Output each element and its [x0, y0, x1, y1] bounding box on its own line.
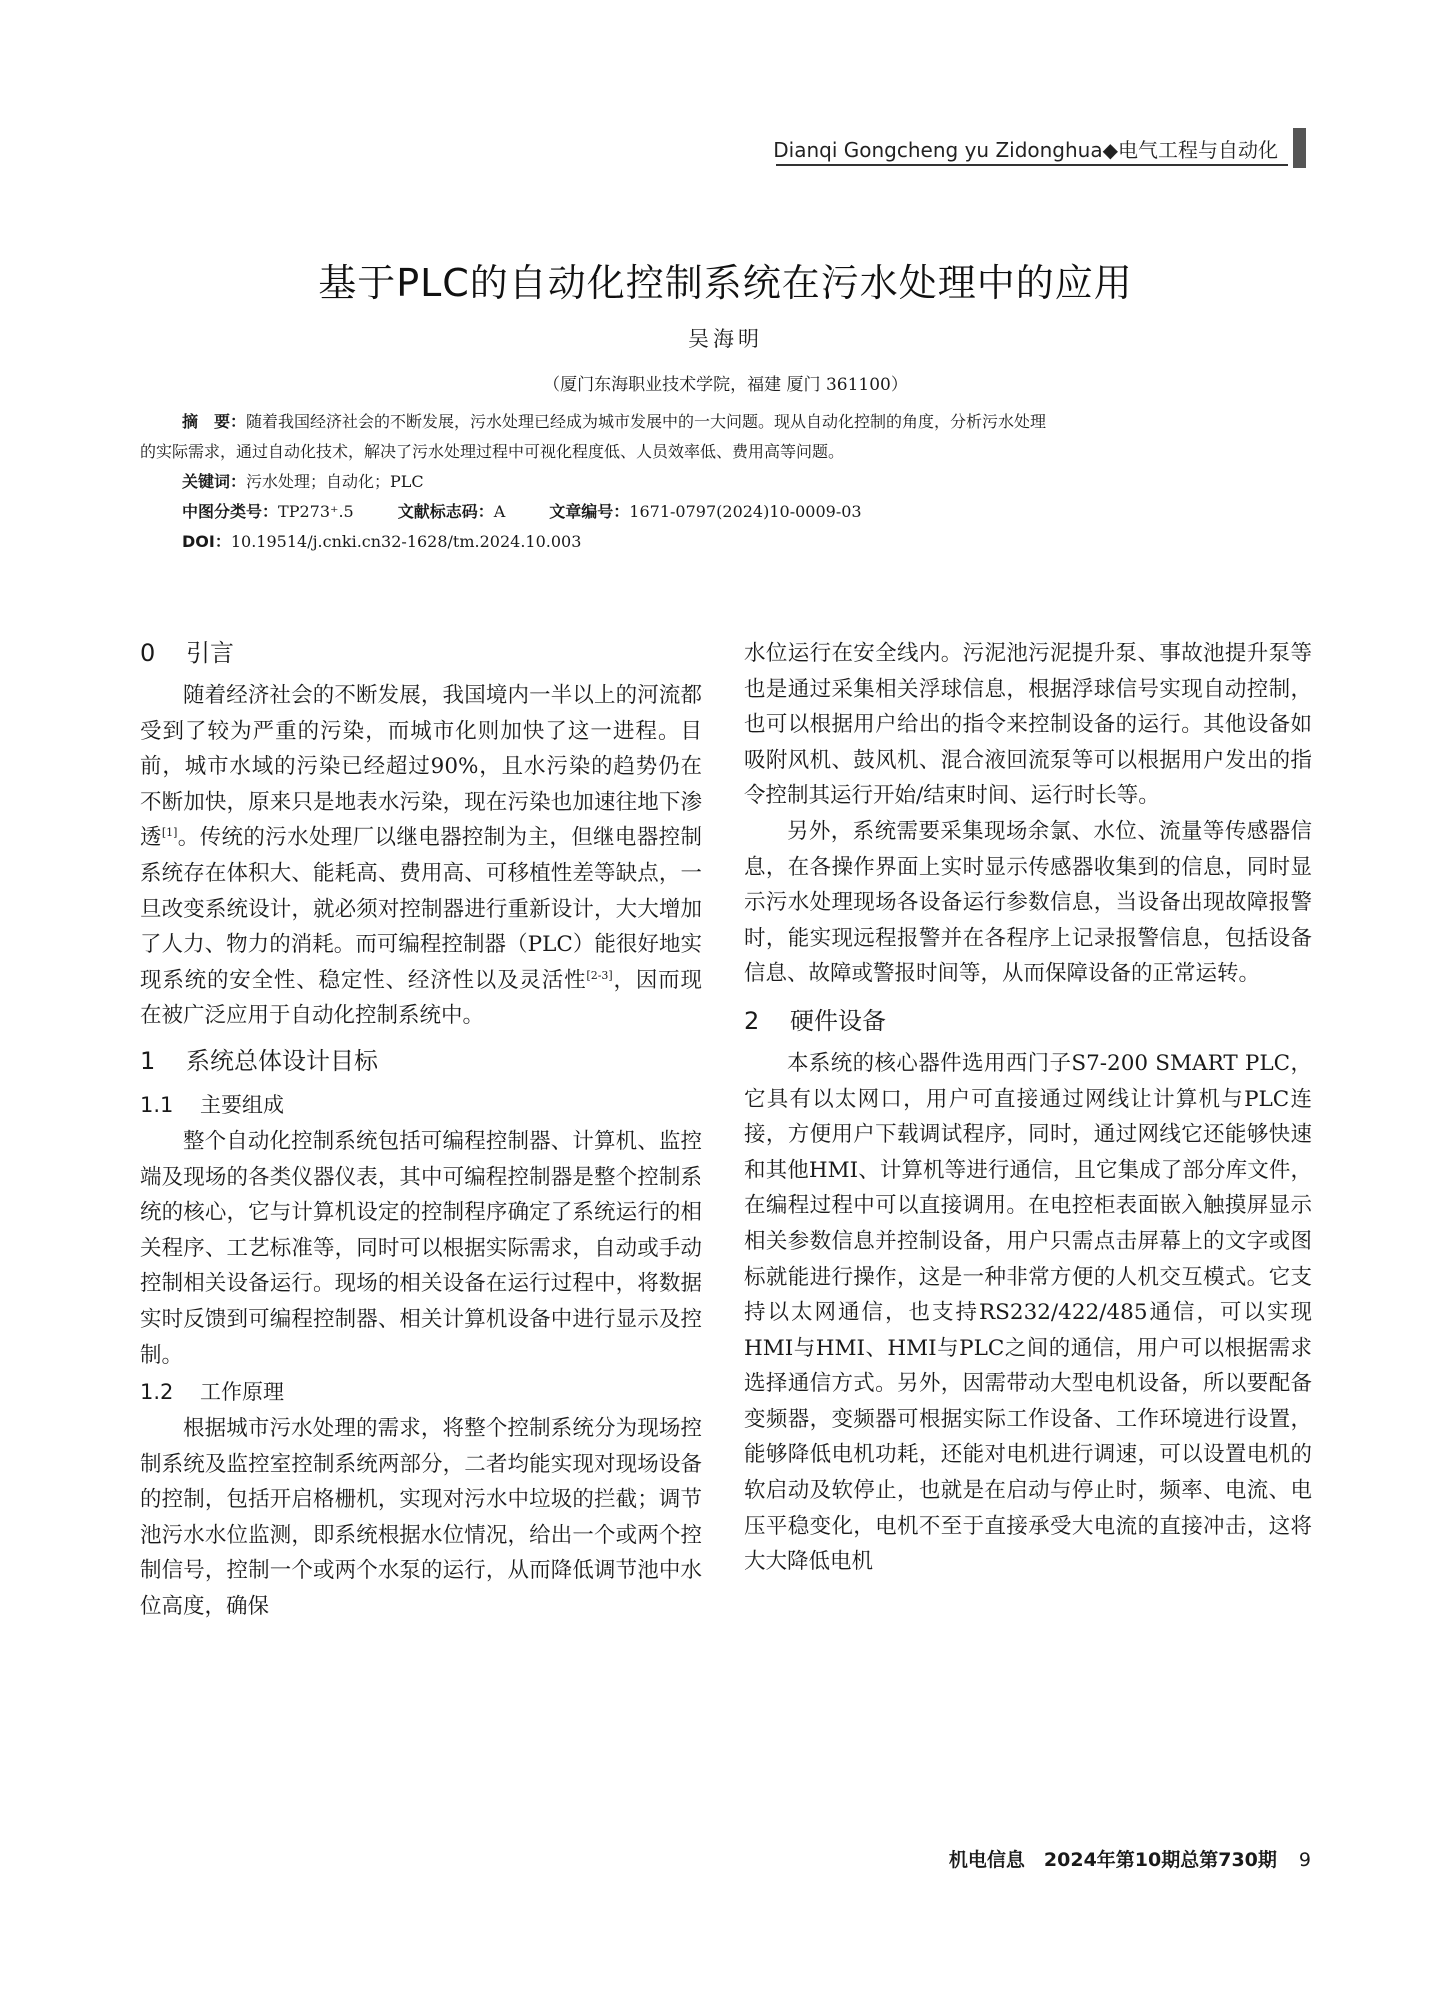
page-number: 9: [1298, 1849, 1311, 1871]
intro-text-2: 。传统的污水处理厂以继电器控制为主，但继电器控制系统存在体积大、能耗高、费用高、可移植性差等缺点，一旦改变系统设计，就必须对控制器进行重新设计，大大增加了人力、物力的消耗。而可编程控制器（PLC）能很好地实现系统的安全性、稳定性、经济性以及灵活性: [140, 825, 702, 993]
journal-running-title: Dianqi Gongcheng yu Zidonghua◆电气工程与自动化: [773, 138, 1278, 162]
paragraph-continued: 水位运行在安全线内。污泥池污泥提升泵、事故池提升泵等也是通过采集相关浮球信息，根据浮球信号实现自动控制，也可以根据用户给出的指令来控制设备的运行。其他设备如吸附风机、鼓风机、混合液回流泵等可以根据用户发出的指令控制其运行开始/结束时间、运行时长等。: [744, 641, 1312, 809]
subsection-title: 主要组成: [200, 1092, 284, 1117]
intro-paragraph: [140, 678, 702, 1034]
section-number: 1: [140, 1046, 156, 1075]
paragraph-sensors: 另外，系统需要采集现场余氯、水位、流量等传感器信息，在各操作界面上实时显示传感器收集到的信息，同时显示污水处理现场各设备运行参数信息，当设备出现故障报警时，能实现远程报警并在各程序上记录报警信息，包括设备信息、故障或警报时间等，从而保障设备的正常运转。: [744, 818, 1312, 987]
citation-2: [2-3]: [586, 968, 613, 982]
header-rule: [776, 164, 1288, 166]
keywords: 污水处理；自动化；PLC: [246, 472, 424, 491]
intro-text-1: 随着经济社会的不断发展，我国境内一半以上的河流都受到了较为严重的污染，而城市化则加快了这一进程。目前，城市水域的污染已经超过90%，且水污染的趋势仍在不断加快，原来只是地表水污染，现在污染也加速往地下渗透: [140, 683, 702, 851]
paragraph-hardware: 本系统的核心器件选用西门子S7-200 SMART PLC，它具有以太网口，用户可直接通过网线让计算机与PLC连接，方便用户下载调试程序，同时，通过网线它还能够快速和其他HMI、计算机等进行通信，且它集成了部分库文件，在编程过程中可以直接调用。在电控柜表面嵌入触摸屏显示相关参数信息并控制设备，用户只需点击屏幕上的文字或图标就能进行操作，这是一种非常方便的人机交互模式。它支持以太网通信，也支持RS232/422/485通信，可以实现HMI与HMI、HMI与PLC之间的通信，用户可以根据需求选择通信方式。另外，因需带动大型电机设备，所以要配备变频器，变频器可根据实际工作设备、工作环境进行设置，能够降低电机功耗，还能对电机进行调速，可以设置电机的软启动及软停止，也就是在启动与停止时，频率、电流、电压平稳变化，电机不至于直接承受大电流的直接冲击，这将大大降低电机: [744, 1050, 1312, 1575]
abstract-line-2: 的实际需求，通过自动化技术，解决了污水处理过程中可视化程度低、人员效率低、费用高等问题。: [140, 442, 845, 461]
subsection-1-1-heading: [140, 1086, 702, 1124]
article-no-value: 1671-0797(2024)10-0009-03: [629, 502, 862, 521]
section-number: 0: [140, 639, 156, 667]
abstract-label: 摘 要：: [182, 412, 247, 431]
doi-label: DOI：: [182, 532, 231, 551]
article-title: 基于PLC的自动化控制系统在污水处理中的应用: [318, 261, 1133, 305]
running-header: [773, 128, 1306, 168]
abstract-text-1: 随着我国经济社会的不断发展，污水处理已经成为城市发展中的一大问题。现从自动化控制的角度，分析污水处理: [246, 412, 1047, 431]
doc-code-value: A: [493, 502, 506, 521]
page-footer: [949, 1845, 1311, 1872]
doi-row: [140, 527, 1312, 557]
section-2-heading: [744, 1004, 1312, 1038]
keywords-row: [140, 467, 1312, 497]
section-title: 系统总体设计目标: [186, 1046, 378, 1075]
left-column: [140, 636, 702, 1625]
doc-code-label: 文献标志码：: [397, 502, 494, 521]
section-number: 2: [744, 1006, 760, 1035]
section-1-heading: [140, 1044, 702, 1078]
intro-text-3: ，因而现在被广泛应用于自动化控制系统中。: [140, 967, 702, 1029]
section-0-heading: [140, 636, 702, 670]
subsection-number: 1.1: [140, 1092, 174, 1117]
author: 吴海明: [688, 327, 763, 351]
subsection-title: 工作原理: [200, 1380, 284, 1405]
right-column: [744, 636, 1312, 1580]
classification-row: [140, 497, 1312, 527]
header-bar: [1293, 128, 1306, 168]
section-title: 引言: [186, 639, 234, 667]
clc-value: TP273⁺.5: [278, 502, 354, 521]
clc-label: 中图分类号：: [182, 502, 279, 521]
affiliation: （厦门东海职业技术学院，福建 厦门 361100）: [543, 375, 908, 395]
journal-issue: 机电信息 2024年第10期总第730期: [948, 1849, 1277, 1871]
abstract-block: [140, 407, 1312, 557]
paragraph-1-1: 整个自动化控制系统包括可编程控制器、计算机、监控端及现场的各类仪器仪表，其中可编程控制器是整个控制系统的核心，它与计算机设定的控制程序确定了系统运行的相关程序、工艺标准等，同时可以根据实际需求，自动或手动控制相关设备运行。现场的相关设备在运行过程中，将数据实时反馈到可编程控制器、相关计算机设备中进行显示及控制。: [140, 1128, 702, 1368]
abstract-line-1: [140, 407, 1312, 437]
article-no-label: 文章编号：: [549, 502, 630, 521]
subsection-number: 1.2: [140, 1380, 174, 1405]
section-title: 硬件设备: [790, 1006, 886, 1035]
citation-1: [1]: [161, 826, 178, 840]
subsection-1-2-heading: [140, 1373, 702, 1411]
keywords-label: 关键词：: [182, 472, 247, 491]
doi-value: 10.19514/j.cnki.cn32-1628/tm.2024.10.003: [230, 532, 582, 551]
paragraph-1-2: 根据城市污水处理的需求，将整个控制系统分为现场控制系统及监控室控制系统两部分，二者均能实现对现场设备的控制，包括开启格栅机，实现对污水中垃圾的拦截；调节池污水水位监测，即系统根据水位情况，给出一个或两个控制信号，控制一个或两个水泵的运行，从而降低调节池中水位高度，确保: [140, 1416, 702, 1620]
